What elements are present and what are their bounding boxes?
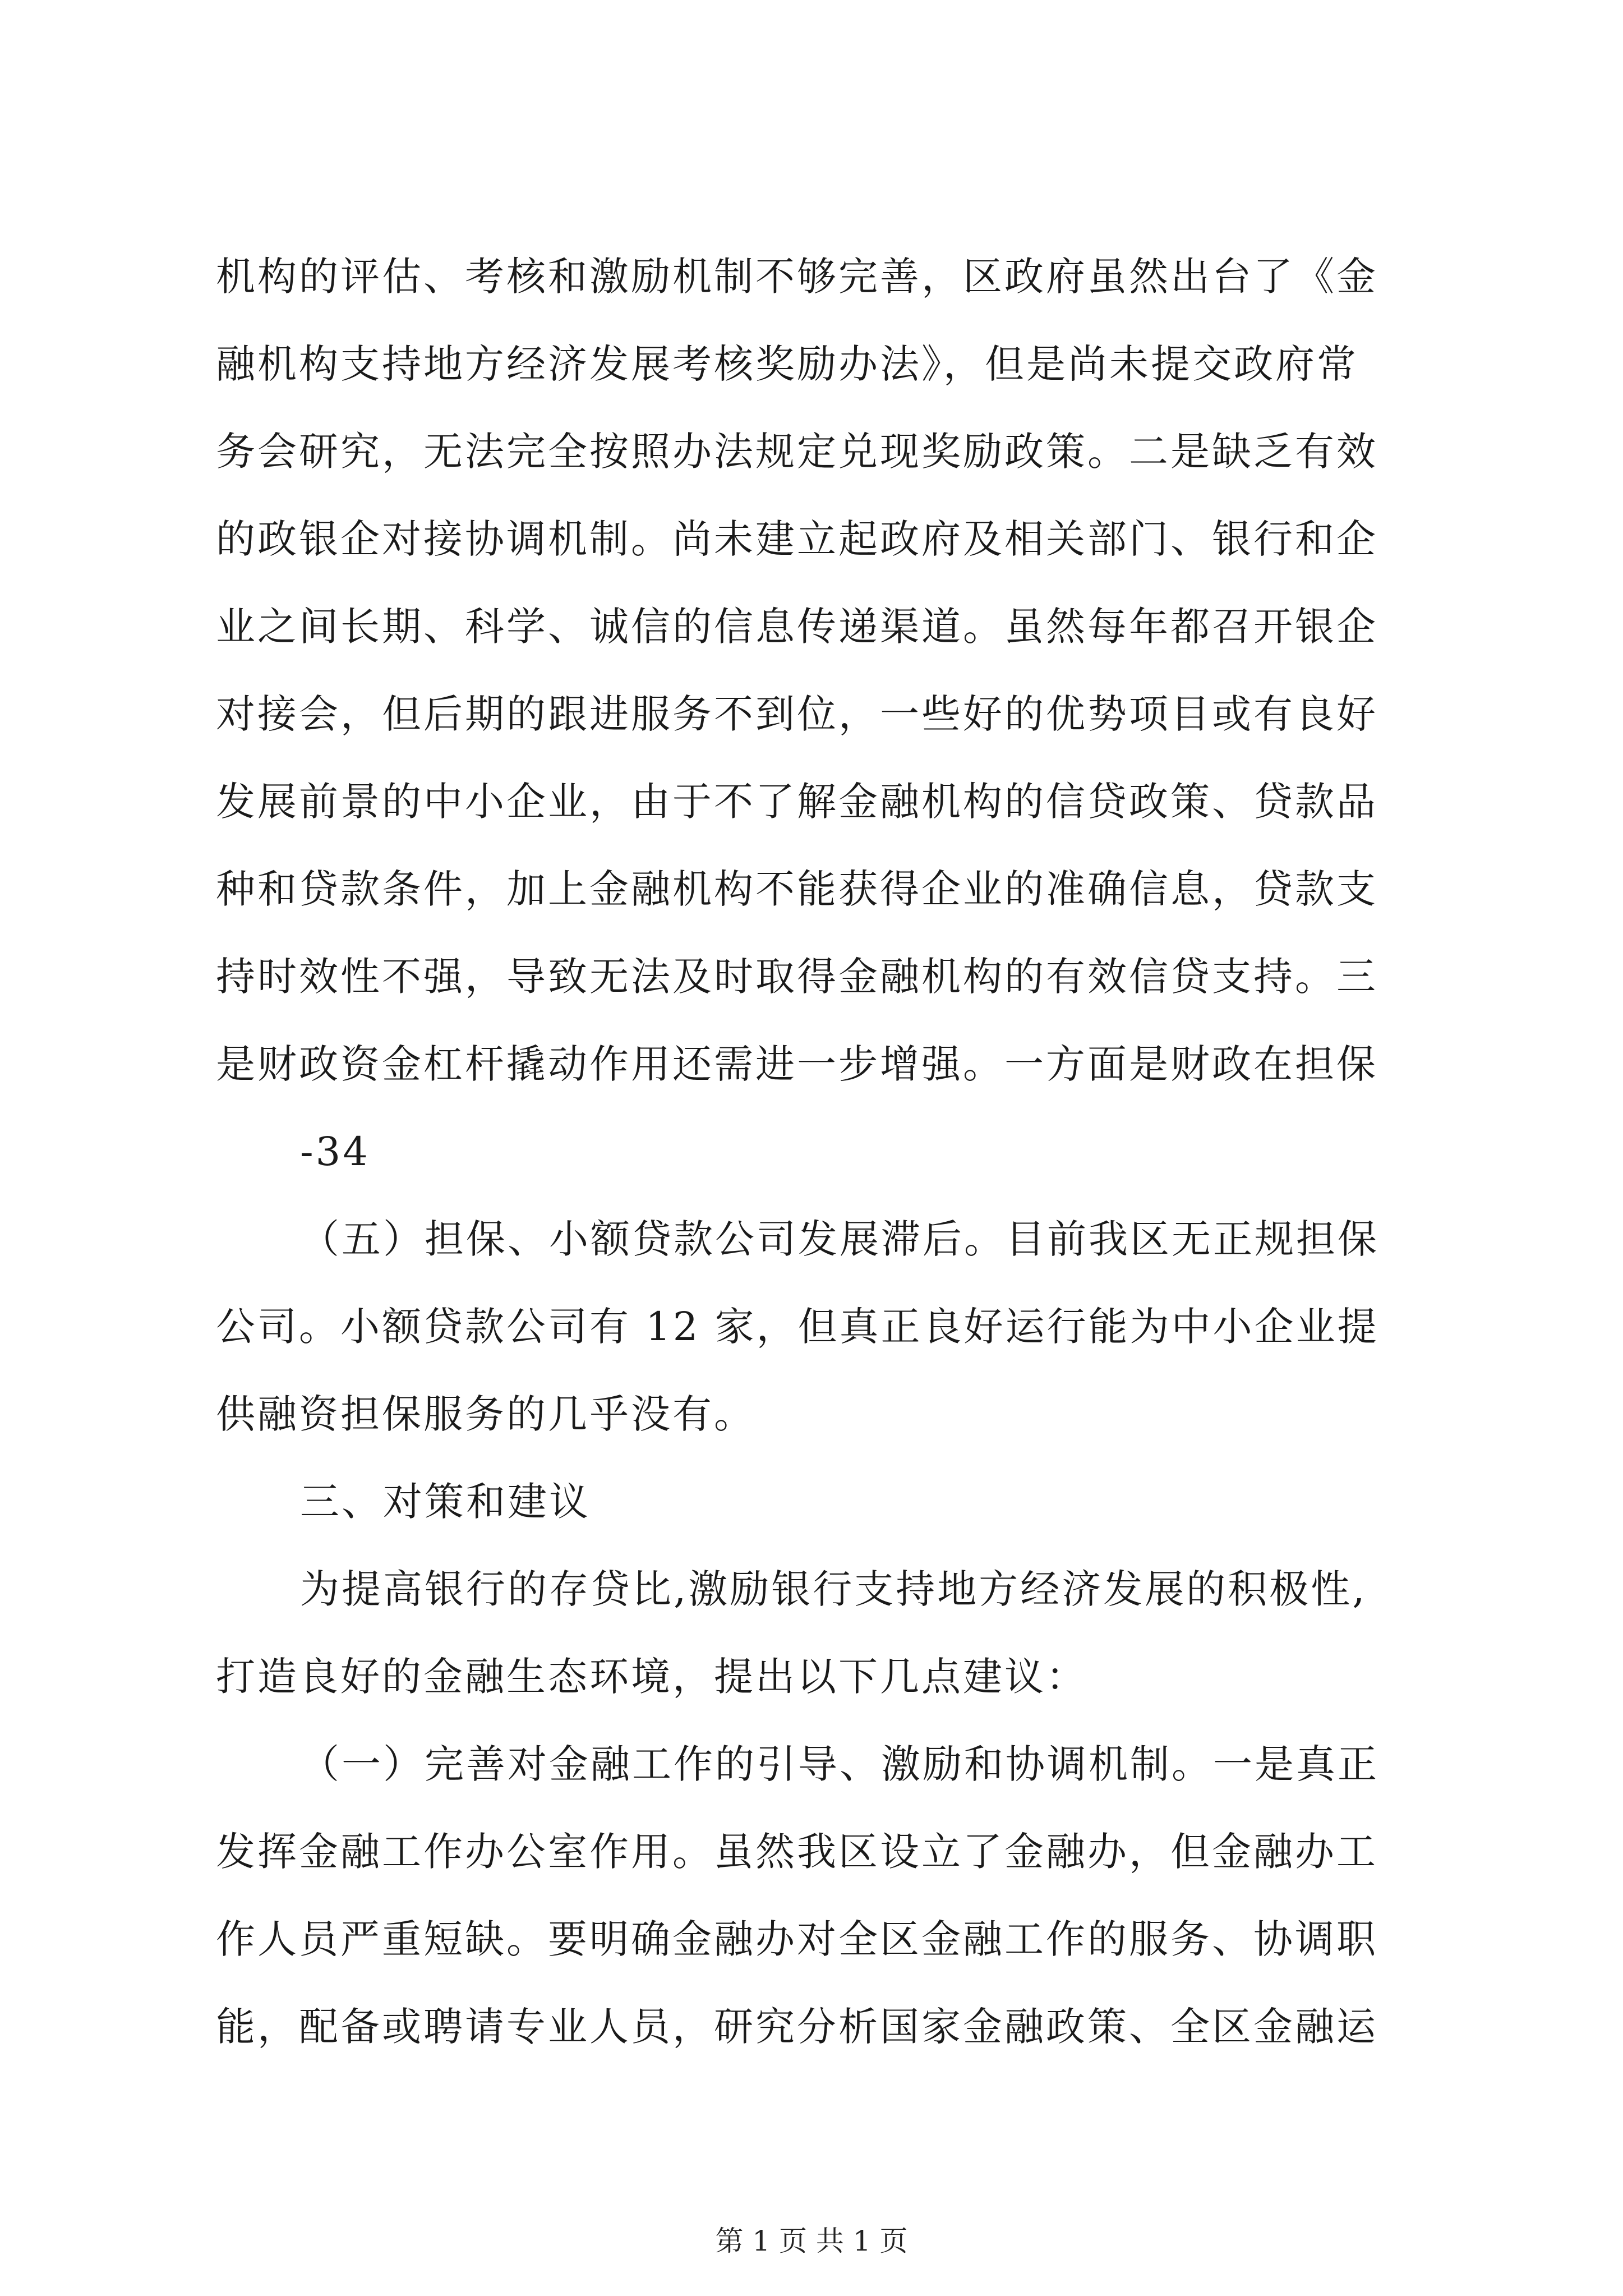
measure1-line-4: 能，配备或聘请专业人员，研究分析国家金融政策、全区金融运 [216,2004,1378,2050]
section5-line-1: （五）担保、小额贷款公司发展滞后。目前我区无正规担保 [300,1216,1379,1262]
body-line-6: 对接会，但后期的跟进服务不到位，一些好的优势项目或有良好 [216,691,1378,737]
body-line-5: 业之间长期、科学、诚信的信息传递渠道。虽然每年都召开银企 [216,604,1378,650]
body-line-4: 的政银企对接协调机制。尚未建立起政府及相关部门、银行和企 [216,516,1378,562]
body-line-2: 融机构支持地方经济发展考核奖励办法》，但是尚未提交政府常 [216,341,1358,387]
intro-line-2: 打造良好的金融生态环境，提出以下几点建议： [216,1654,1087,1700]
page-marker: -34 [300,1129,370,1175]
section5-line-2: 公司。小额贷款公司有 12 家，但真正良好运行能为中小企业提 [216,1304,1379,1350]
section-heading: 三、对策和建议 [300,1479,591,1525]
body-line-9: 持时效性不强，导致无法及时取得金融机构的有效信贷支持。三 [216,954,1378,1000]
intro-line-1: 为提高银行的存贷比,激励银行支持地方经济发展的积极性, [300,1566,1367,1612]
body-line-7: 发展前景的中小企业，由于不了解金融机构的信贷政策、贷款品 [216,779,1378,825]
measure1-line-2: 发挥金融工作办公室作用。虽然我区设立了金融办，但金融办工 [216,1829,1378,1875]
measure1-line-1: （一）完善对金融工作的引导、激励和协调机制。一是真正 [300,1741,1379,1787]
page-footer: 第 1 页 共 1 页 [715,2225,908,2257]
body-line-10: 是财政资金杠杆撬动作用还需进一步增强。一方面是财政在担保 [216,1041,1378,1087]
body-line-1: 机构的评估、考核和激励机制不够完善，区政府虽然出台了《金 [216,254,1378,300]
measure1-line-3: 作人员严重短缺。要明确金融办对全区金融工作的服务、协调职 [216,1916,1378,1962]
body-line-3: 务会研究，无法完全按照办法规定兑现奖励政策。二是缺乏有效 [216,429,1378,475]
section5-line-3: 供融资担保服务的几乎没有。 [216,1391,755,1437]
body-line-8: 种和贷款条件，加上金融机构不能获得企业的准确信息，贷款支 [216,866,1378,912]
